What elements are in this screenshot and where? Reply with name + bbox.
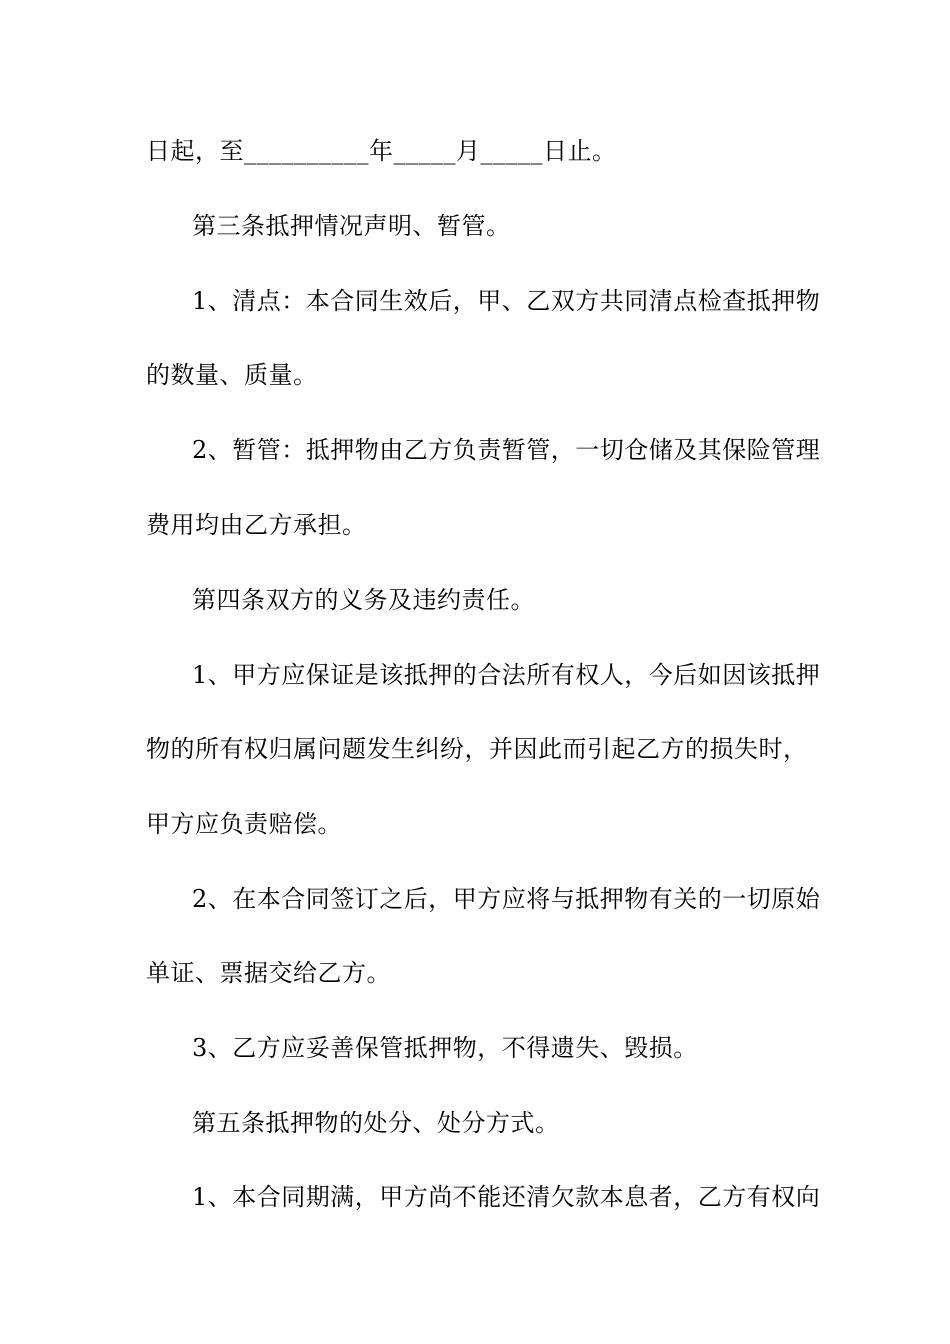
article-4-item-3: 3、乙方应妥善保管抵押物，不得遗失、毁损。 (192, 1034, 698, 1062)
article-3-heading: 第三条抵押情况声明、暂管。 (192, 212, 511, 240)
article-3-item-2-cont: 费用均由乙方承担。 (146, 511, 367, 539)
article-4-item-2-cont: 单证、票据交给乙方。 (146, 959, 391, 987)
article-3-item-1-cont: 的数量、质量。 (146, 361, 318, 389)
article-4-item-1: 1、甲方应保证是该抵押的合法所有权人，今后如因该抵押 (192, 661, 821, 689)
article-5-item-1: 1、本合同期满，甲方尚不能还清欠款本息者，乙方有权向 (192, 1183, 821, 1211)
article-4-heading: 第四条双方的义务及违约责任。 (192, 586, 535, 614)
article-4-item-2: 2、在本合同签订之后，甲方应将与抵押物有关的一切原始 (192, 885, 821, 913)
article-4-item-1-cont-1: 物的所有权归属问题发生纠纷，并因此而引起乙方的损失时， (146, 735, 808, 763)
article-4-item-1-cont-2: 甲方应负责赔偿。 (146, 810, 342, 838)
article-3-item-2: 2、暂管：抵押物由乙方负责暂管，一切仓储及其保险管理 (192, 436, 821, 464)
article-3-item-1: 1、清点：本合同生效后，甲、乙双方共同清点检查抵押物 (192, 287, 821, 315)
article-5-heading: 第五条抵押物的处分、处分方式。 (192, 1109, 560, 1137)
text-line-continuation: 日起，至__________年_____月_____日止。 (146, 137, 617, 165)
